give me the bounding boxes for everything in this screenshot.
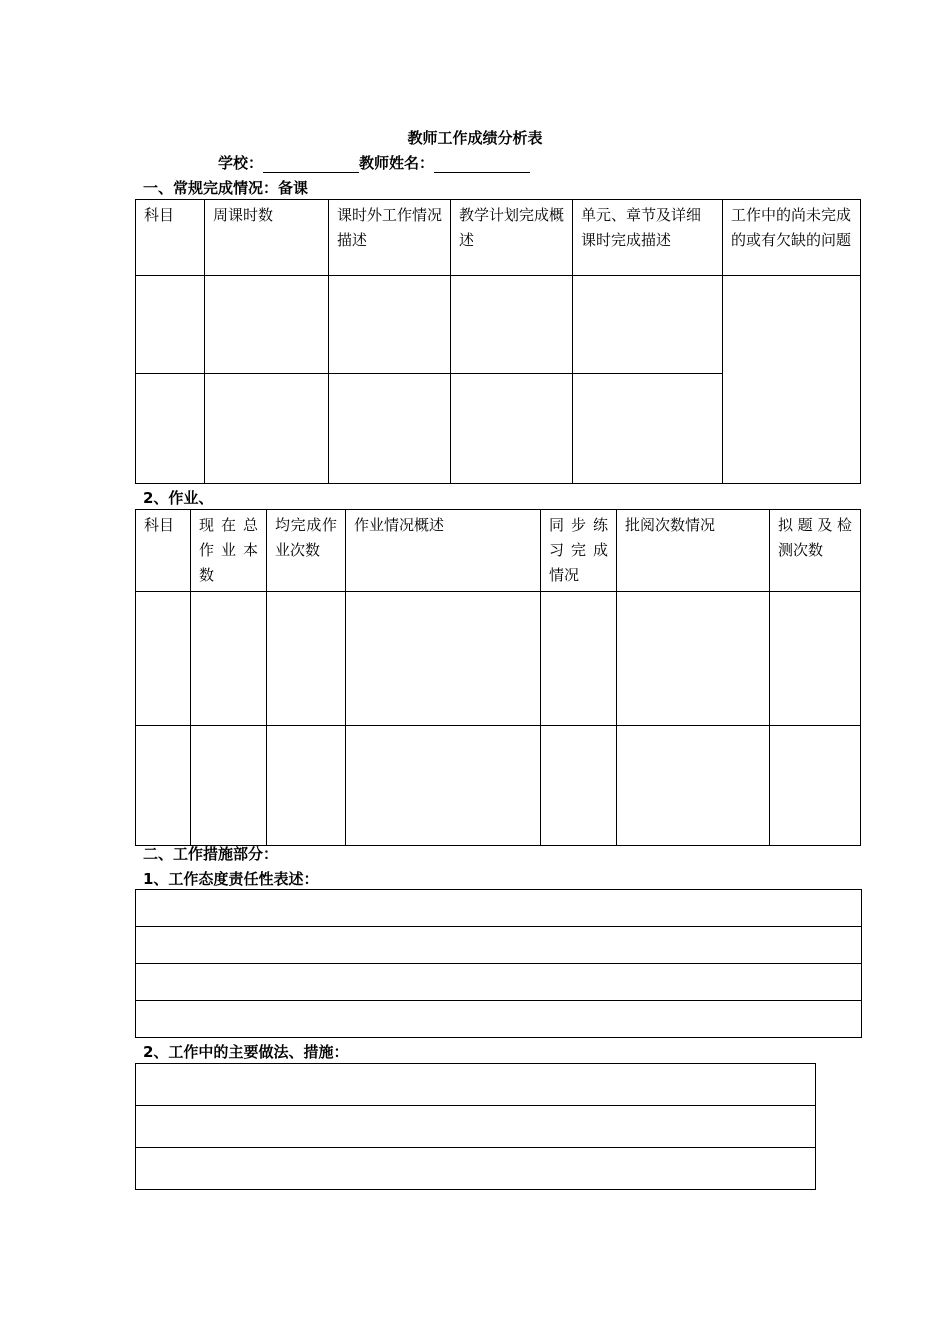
header-outstanding-issues: 工作中的尚未完成的或有欠缺的问题 — [723, 200, 861, 276]
teacher-name-label: 教师姓名： — [359, 154, 435, 172]
table-row — [136, 592, 861, 726]
header-unit-completion: 单元、章节及详细课时完成描述 — [573, 200, 723, 276]
table-cell[interactable] — [267, 592, 346, 726]
table-row — [136, 927, 862, 964]
header-sync-practice: 同步练习完成情况 — [541, 510, 617, 592]
table-row — [136, 1148, 816, 1190]
measures-heading: 2、工作中的主要做法、措施： — [143, 1043, 349, 1061]
table-cell[interactable] — [770, 592, 861, 726]
homework-table — [135, 509, 861, 846]
table-cell[interactable] — [329, 374, 451, 484]
table-row — [136, 1064, 816, 1106]
school-label: 学校： — [218, 154, 264, 172]
table-cell[interactable] — [346, 726, 541, 846]
header-subject: 科目 — [136, 200, 205, 276]
table-cell[interactable] — [136, 1001, 862, 1038]
header-weekly-hours: 周课时数 — [205, 200, 329, 276]
table-cell[interactable] — [573, 276, 723, 374]
table-cell[interactable] — [267, 726, 346, 846]
header-homework-summary: 作业情况概述 — [346, 510, 541, 592]
table-cell[interactable] — [136, 726, 191, 846]
attitude-heading: 1、工作态度责任性表述： — [143, 870, 319, 888]
header-avg-completions: 均完成作业次数 — [267, 510, 346, 592]
table-cell[interactable] — [451, 276, 573, 374]
table-cell[interactable] — [573, 374, 723, 484]
table-cell[interactable] — [770, 726, 861, 846]
header-subject: 科目 — [136, 510, 191, 592]
table-cell[interactable] — [617, 726, 770, 846]
table-cell[interactable] — [205, 276, 329, 374]
table-cell[interactable] — [136, 374, 205, 484]
section1-heading: 一、常规完成情况：备课 — [143, 179, 309, 197]
table-cell[interactable] — [136, 890, 862, 927]
table-cell[interactable] — [136, 964, 862, 1001]
header-extra-work: 课时外工作情况描述 — [329, 200, 451, 276]
table-cell[interactable] — [136, 1106, 816, 1148]
table-cell[interactable] — [541, 592, 617, 726]
table-row — [136, 1001, 862, 1038]
table-cell[interactable] — [136, 927, 862, 964]
table-cell[interactable] — [329, 276, 451, 374]
measures-table — [135, 1063, 816, 1190]
lesson-prep-table — [135, 199, 861, 484]
table-cell[interactable] — [451, 374, 573, 484]
school-teacher-line — [218, 152, 530, 173]
header-plan-completion: 教学计划完成概述 — [451, 200, 573, 276]
table-cell-merged[interactable] — [723, 276, 861, 484]
table-cell[interactable] — [191, 592, 267, 726]
table-row — [136, 890, 862, 927]
part2-heading: 二、工作措施部分： — [143, 845, 279, 863]
section2-heading: 2、作业、 — [143, 489, 214, 507]
table-cell[interactable] — [136, 592, 191, 726]
table-row — [136, 1106, 816, 1148]
header-total-notebooks: 现在总作业本数 — [191, 510, 267, 592]
table-cell[interactable] — [191, 726, 267, 846]
table-cell[interactable] — [136, 1064, 816, 1106]
table-row — [136, 726, 861, 846]
table-row — [136, 276, 861, 374]
teacher-name-blank[interactable] — [434, 156, 530, 173]
header-grading-count: 批阅次数情况 — [617, 510, 770, 592]
table-cell[interactable] — [617, 592, 770, 726]
table-cell[interactable] — [136, 276, 205, 374]
table-cell[interactable] — [346, 592, 541, 726]
page-title: 教师工作成绩分析表 — [407, 129, 543, 147]
attitude-table — [135, 889, 862, 1038]
table-cell[interactable] — [541, 726, 617, 846]
table-header-row — [136, 200, 861, 276]
table-row — [136, 964, 862, 1001]
table-cell[interactable] — [136, 1148, 816, 1190]
table-header-row — [136, 510, 861, 592]
school-blank[interactable] — [263, 156, 359, 173]
header-test-count: 拟题及检测次数 — [770, 510, 861, 592]
table-cell[interactable] — [205, 374, 329, 484]
